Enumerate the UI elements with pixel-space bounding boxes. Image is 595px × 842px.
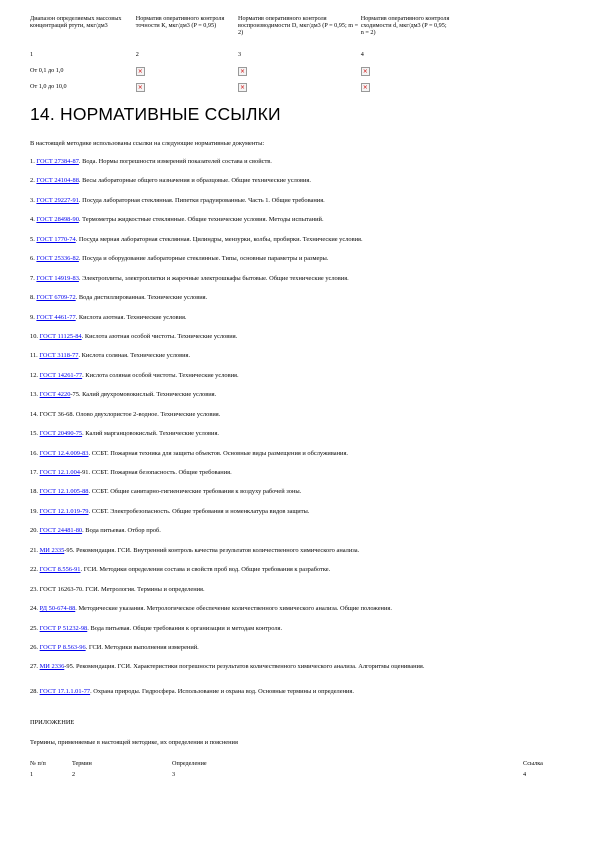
tolerance-table-header (30, 15, 450, 51)
column-number: 4 (360, 51, 364, 58)
standard-link[interactable]: ГОСТ Р 51232-98 (39, 624, 88, 632)
reference-item (30, 236, 570, 255)
standard-link[interactable]: ГОСТ 27384-87 (36, 158, 79, 165)
standard-link[interactable]: МИ 2335 (39, 546, 65, 554)
broken-image-icon: × (137, 83, 143, 91)
reference-item (30, 450, 570, 469)
reference-text: . Электроплиты, электроплитки и жарочные электрошкафы бытовые. Общие технические условия. (78, 274, 349, 282)
standard-link[interactable]: ГОСТ 29227-91 (36, 196, 79, 204)
header-accuracy: Норматив оперативного контроля точности К, мкг/дм3 (P = 0,95) (135, 15, 225, 30)
header-repeatability: Норматив оперативного контроля сходимости d, мкг/дм3 (P = 0,95; n = 2) (360, 15, 450, 37)
reference-number: 26. (30, 643, 38, 651)
broken-image-icon: × (137, 67, 143, 75)
reference-number: 27. (30, 663, 38, 671)
reference-number: 12. (30, 371, 38, 379)
reference-text: . Посуда и оборудование лабораторные стеклянные. Типы, основные параметры и размеры. (78, 255, 329, 263)
reference-item (30, 158, 570, 177)
standard-link[interactable]: ГОСТ 28498-90 (36, 216, 79, 224)
reference-item (30, 294, 570, 313)
reference-item (30, 508, 570, 527)
reference-item (30, 177, 570, 196)
table-row (30, 79, 450, 95)
reference-number: 23. (30, 585, 38, 593)
column-number: 3 (237, 51, 242, 58)
reference-text: . Посуда мерная лабораторная стеклянная. Цилиндры, мензурки, колбы, пробирки. Технические условия. (75, 235, 363, 243)
reference-item (30, 663, 570, 688)
reference-item (30, 352, 570, 371)
standard-link[interactable]: ГОСТ 8.556-91 (39, 566, 81, 574)
reference-text: . Посуда лабораторная стеклянная. Пипетки градуированные. Часть 1. Общие требования. (78, 196, 325, 204)
tolerance-table-numbers (30, 51, 450, 63)
reference-item (30, 333, 570, 352)
reference-text: . Вода питьевая. Общие требования к организации и методам контроля. (87, 624, 283, 632)
reference-item (30, 275, 570, 294)
header-definition: Определение (172, 759, 207, 767)
reference-text: . Вода питьевая. Отбор проб. (82, 527, 161, 535)
broken-image-icon: × (239, 67, 245, 75)
reference-item (30, 547, 570, 566)
reference-text: . Вода. Нормы погрешности измерений показателей состава и свойств. (78, 158, 272, 165)
standard-link[interactable]: ГОСТ 11125-84 (39, 332, 82, 340)
column-number: 2 (135, 51, 139, 58)
reference-item (30, 372, 570, 391)
reference-number: 25. (30, 624, 38, 632)
reference-number: 5. (30, 235, 35, 243)
reference-item (30, 216, 570, 235)
reference-number: 15. (30, 430, 38, 438)
reference-number: 22. (30, 566, 38, 574)
reference-text: . ССБТ. Электробезопасность. Общие требования и номенклатура видов защиты. (88, 507, 310, 515)
reference-text: . Кислота соляная особой чистоты. Технические условия. (82, 371, 239, 379)
reference-number: 9. (30, 313, 35, 321)
standard-link[interactable]: ГОСТ 24481-80 (39, 527, 83, 535)
section-title: 14. НОРМАТИВНЫЕ ССЫЛКИ (30, 104, 281, 124)
reference-text: ГОСТ 16263-70. ГСИ. Метрология. Термины и определения. (39, 585, 205, 593)
header-reference: Ссылка (523, 759, 543, 767)
reference-number: 19. (30, 507, 38, 515)
missing-image-cell (238, 79, 361, 95)
missing-image-cell (136, 63, 238, 79)
broken-image-icon: × (362, 83, 368, 91)
reference-number: 2. (30, 177, 35, 185)
standard-link[interactable]: ГОСТ 20490-75 (39, 430, 83, 438)
reference-item (30, 469, 570, 488)
standard-link[interactable]: ГОСТ Р 8.563-96 (39, 643, 86, 651)
reference-list (30, 158, 570, 708)
column-number: 2 (72, 770, 76, 778)
reference-text: . Весы лабораторные общего назначения и образцовые. Общие технические условия. (78, 177, 311, 185)
missing-image-cell (361, 79, 450, 95)
reference-text: . Охрана природы. Гидросфера. Использование и охрана вод. Основные термины и определения. (90, 688, 354, 696)
reference-number: 6. (30, 255, 35, 263)
reference-number: 7. (30, 274, 35, 282)
reference-item (30, 197, 570, 216)
reference-item (30, 411, 570, 430)
reference-text: . ССБТ. Общие санитарно-гигиенические требования к воздуху рабочей зоны. (88, 488, 302, 496)
broken-image-icon: × (239, 83, 245, 91)
reference-item (30, 688, 570, 707)
standard-link[interactable]: ГОСТ 12.1.004 (39, 469, 80, 476)
standard-link[interactable]: РД 50-674-88 (39, 605, 76, 613)
standard-link[interactable]: ГОСТ 1770-74 (36, 235, 76, 243)
reference-number: 3. (30, 196, 35, 204)
reference-number: 8. (30, 294, 35, 302)
standard-link[interactable]: МИ 2336 (39, 663, 65, 671)
standard-link[interactable]: ГОСТ 6709-72 (36, 294, 76, 302)
broken-image-icon: × (362, 67, 368, 75)
tolerance-table (30, 15, 450, 95)
header-range: Диапазон определяемых массовых концентраций ртути, мкг/дм3 (30, 15, 122, 30)
missing-image-cell (136, 79, 238, 95)
reference-number: 14. (30, 410, 38, 418)
table-row (30, 63, 450, 79)
reference-text: ГОСТ 36-68. Олово двухлористое 2-водное. Технические условия. (39, 410, 221, 418)
terms-table (30, 758, 570, 780)
header-number: № п/п (30, 759, 46, 767)
reference-number: 28. (30, 688, 38, 696)
standard-link[interactable]: ГОСТ 12.1.005-88 (39, 488, 89, 496)
reference-number: 20. (30, 527, 38, 535)
reference-number: 24. (30, 605, 38, 613)
reference-number: 18. (30, 488, 38, 496)
appendix-subtitle: Термины, применяемые в настоящей методике, их определения и пояснения (30, 739, 238, 746)
range-cell: От 1,0 до 10,0 (30, 83, 67, 91)
column-number: 1 (30, 51, 34, 58)
reference-item (30, 605, 570, 624)
header-reproducibility: Норматив оперативного контроля воспроизводимости D, мкг/дм3 (P = 0,95; m = 2) (237, 15, 359, 37)
standard-link[interactable]: ГОСТ 14919-83 (36, 274, 79, 282)
reference-text: -75. Калий двухромовокислый. Технические условия. (70, 391, 217, 399)
reference-text: . ССБТ. Пожарная техника для защиты объектов. Основные виды размещения и обслуживания. (88, 449, 348, 457)
intro-text: В настоящей методике использованы ссылки на следующие нормативные документы: (30, 140, 265, 147)
reference-text: -95. Рекомендация. ГСИ. Характеристики погрешности результатов количественного химического анализа. Алгоритмы оценивания. (64, 663, 425, 671)
reference-number: 1. (30, 158, 35, 165)
appendix-title: ПРИЛОЖЕНИЕ (30, 719, 75, 726)
reference-number: 10. (30, 332, 38, 340)
reference-item (30, 625, 570, 644)
reference-text: . Методические указания. Метрологическое обеспечение количественного химического анализа. Общие положения. (75, 605, 392, 613)
reference-text: . ГСИ. Методики выполнения измерений. (85, 643, 199, 651)
reference-number: 16. (30, 449, 38, 457)
missing-image-cell (238, 63, 361, 79)
standard-link[interactable]: ГОСТ 17.1.1.01-77 (39, 688, 91, 696)
standard-link[interactable]: ГОСТ 12.4.009-83 (39, 449, 89, 457)
reference-text: . Кислота азотная. Технические условия. (75, 313, 187, 321)
reference-text: . Вода дистиллированная. Технические условия. (75, 294, 208, 302)
standard-link[interactable]: ГОСТ 4220 (39, 391, 71, 399)
reference-text: . ГСИ. Методики определения состава и свойств проб вод. Общие требования к разработке. (80, 566, 331, 574)
reference-item (30, 391, 570, 410)
reference-number: 17. (30, 469, 38, 476)
reference-item (30, 430, 570, 449)
standard-link[interactable]: ГОСТ 14261-77 (39, 371, 83, 379)
reference-item (30, 314, 570, 333)
standard-link[interactable]: ГОСТ 24104-88 (36, 177, 79, 185)
reference-text: . Кислота азотная особой чистоты. Технические условия. (81, 332, 238, 340)
column-number: 4 (523, 770, 527, 778)
reference-number: 11. (30, 352, 38, 360)
reference-text: . Кислота соляная. Технические условия. (78, 352, 191, 360)
reference-item (30, 566, 570, 585)
terms-table-numbers (30, 769, 570, 780)
reference-number: 13. (30, 391, 38, 399)
reference-text: . Калий марганцовокислый. Технические условия. (82, 430, 219, 438)
reference-item (30, 644, 570, 663)
reference-text: . Термометры жидкостные стеклянные. Общие технические условия. Методы испытаний. (78, 216, 324, 224)
standard-link[interactable]: ГОСТ 25336-82 (36, 255, 79, 263)
column-number: 1 (30, 770, 34, 778)
reference-number: 4. (30, 216, 35, 224)
reference-text: -95. Рекомендация. ГСИ. Внутренний контроль качества результатов количественного химического анализа. (64, 546, 360, 554)
standard-link[interactable]: ГОСТ 4461-77 (36, 313, 76, 321)
reference-item (30, 488, 570, 507)
header-term: Термин (72, 759, 92, 767)
reference-item (30, 527, 570, 546)
missing-image-cell (361, 63, 450, 79)
standard-link[interactable]: ГОСТ 12.1.019-79 (39, 507, 89, 515)
column-number: 3 (172, 770, 176, 778)
standard-link[interactable]: ГОСТ 3118-77 (39, 352, 79, 360)
reference-item (30, 255, 570, 274)
range-cell: От 0,1 до 1,0 (30, 67, 64, 75)
terms-table-header (30, 758, 570, 769)
reference-text: -91. ССБТ. Пожарная безопасность. Общие требования. (79, 469, 232, 476)
reference-number: 21. (30, 546, 38, 554)
reference-item (30, 586, 570, 605)
